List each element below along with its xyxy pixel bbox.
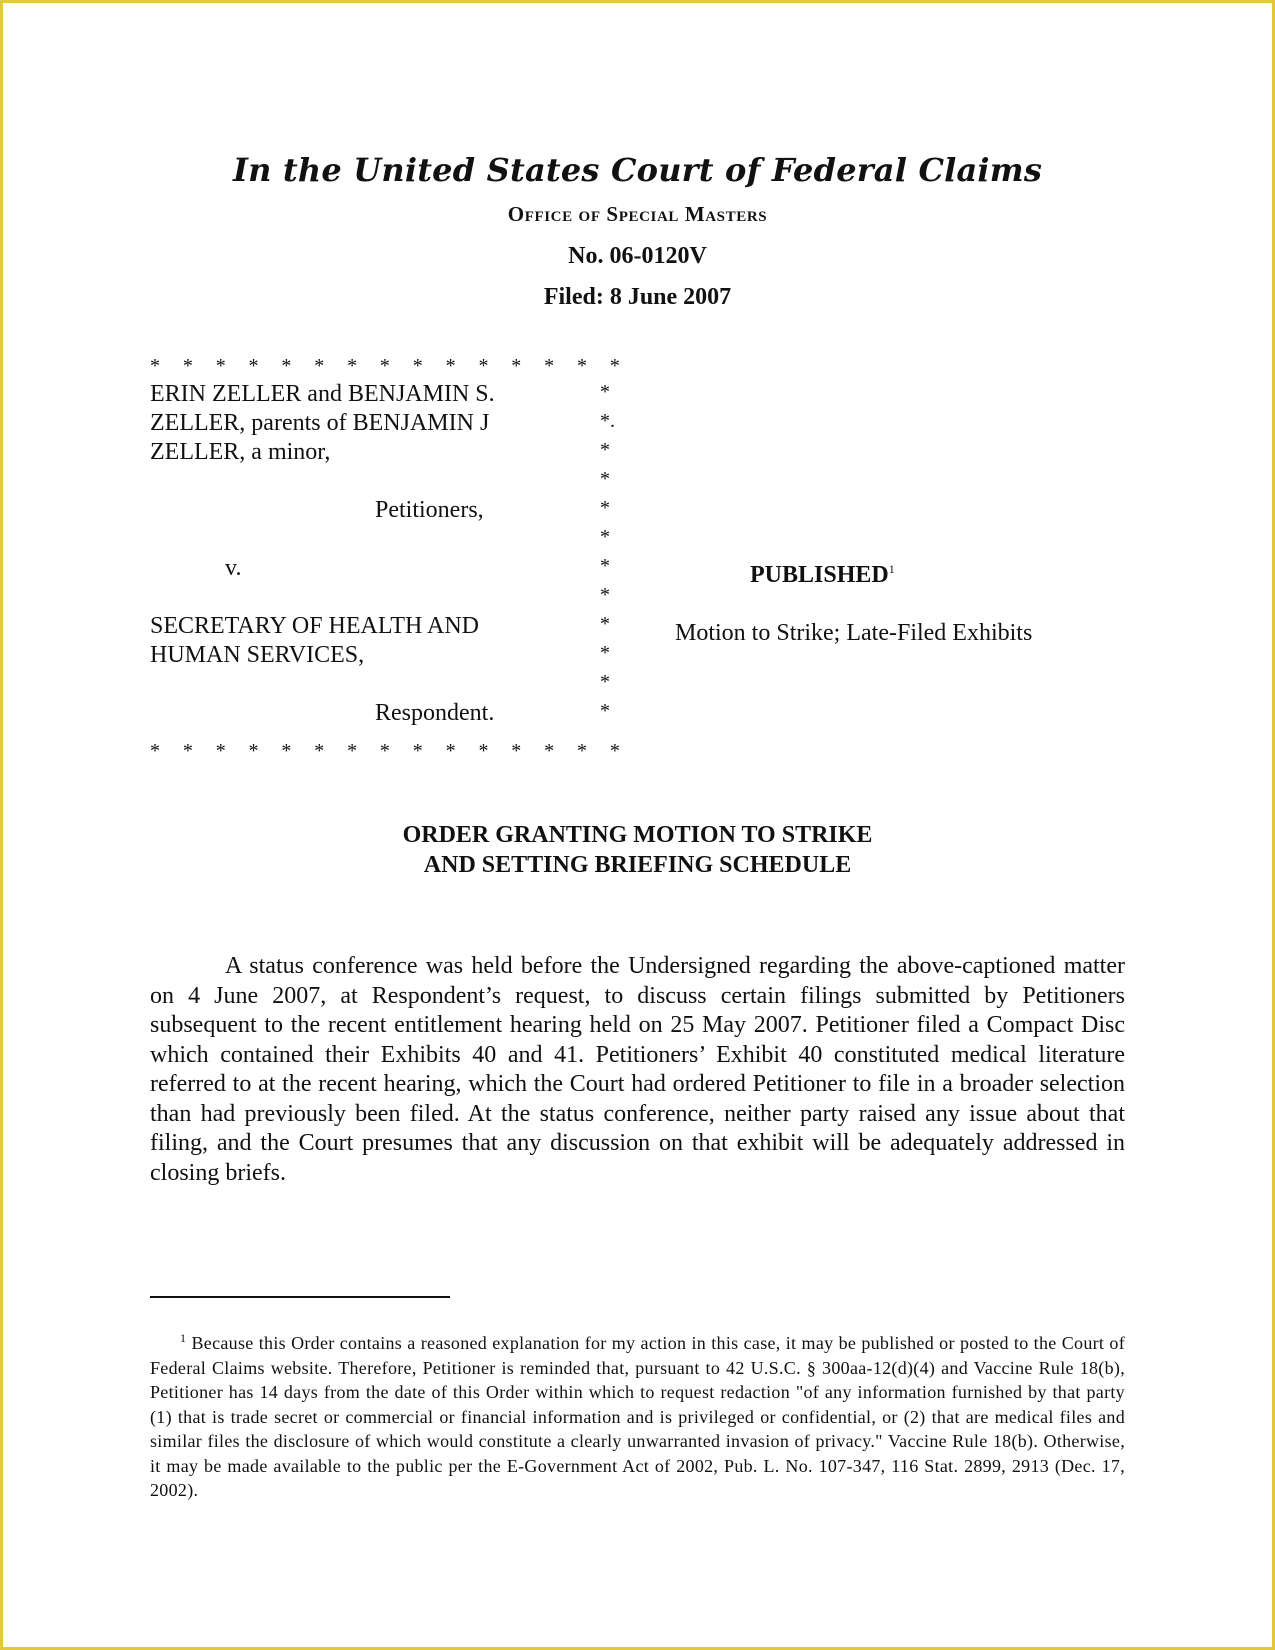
petitioner-line-2: ZELLER, parents of BENJAMIN J <box>150 410 490 436</box>
motion-description: Motion to Strike; Late-Filed Exhibits <box>675 620 1033 646</box>
published-label: PUBLISHED$^1$ <box>750 562 895 588</box>
order-heading-line-2: AND SETTING BRIEFING SCHEDULE <box>423 852 852 878</box>
order-heading <box>0 820 1275 880</box>
order-heading-line-1: ORDER GRANTING MOTION TO STRIKE <box>402 822 873 848</box>
respondent-label: Respondent. <box>375 700 495 726</box>
footnote <box>150 1326 1125 1503</box>
versus-label: v. <box>225 555 242 581</box>
petitioner-line-3: ZELLER, a minor, <box>150 439 331 465</box>
respondent-line-2: HUMAN SERVICES, <box>150 642 365 668</box>
office-subtitle: Office of Special Masters <box>507 202 768 226</box>
order-body-paragraph: A status conference was held before the Undersigned regarding the above-captioned matter on 4 June 2007, at Respondent’s request, to discuss certain filings submitted by Petitioners subsequent to the recent entitlement hearing held on 25 May 2007. Petitioner filed a Compact Disc which contained their Exhibits 40 and 41. Petitioners’ Exhibit 40 constituted medical literature referred to at the recent hearing, which the Court had ordered Petitioner to file in a broader selection than had previously been filed. At the status conference, neither party raised any issue about that filing, and the Court presumes that any discussion on that exhibit will be adequately addressed in closing briefs. <box>150 953 1125 1186</box>
published-footnote-mark: 1 <box>888 562 895 576</box>
filed-date: Filed: 8 June 2007 <box>543 284 732 310</box>
caption-bottom-star-rule: * * * * * * * * * * * * * * * <box>150 740 620 762</box>
court-title: In the United States Court of Federal Claims <box>232 151 1043 189</box>
respondent-line-1: SECRETARY OF HEALTH AND <box>150 613 480 639</box>
footnote-mark: 1 <box>180 1331 187 1345</box>
petitioners-label: Petitioners, <box>375 497 484 523</box>
caption-top-star-rule: * * * * * * * * * * * * * * * <box>150 355 620 377</box>
footnote-text: Because this Order contains a reasoned explanation for my action in this case, it may be published or posted to the Court of Federal Claims website. Therefore, Petitioner is reminded that, pursuant to 42 U.S.C. § 300aa-12(d)(4) and Vaccine Rule 18(b), Petitioner has 14 days from the date of this Order within which to request redaction "of any information furnished by that party (1) that is trade secret or commercial or financial information and is privileged or confidential, or (2) that are medical files and similar files the disclosure of which would constitute a clearly unwarranted invasion of privacy." Vaccine Rule 18(b). Otherwise, it may be made available to the public per the E-Government Act of 2002, Pub. L. No. 107-347, 116 Stat. 2899, 2913 (Dec. 17, 2002). <box>150 1333 1125 1500</box>
petitioner-line-1: ERIN ZELLER and BENJAMIN S. <box>150 381 495 407</box>
case-number: No. 06-0120V <box>568 243 707 269</box>
footnote-divider <box>150 1296 450 1298</box>
